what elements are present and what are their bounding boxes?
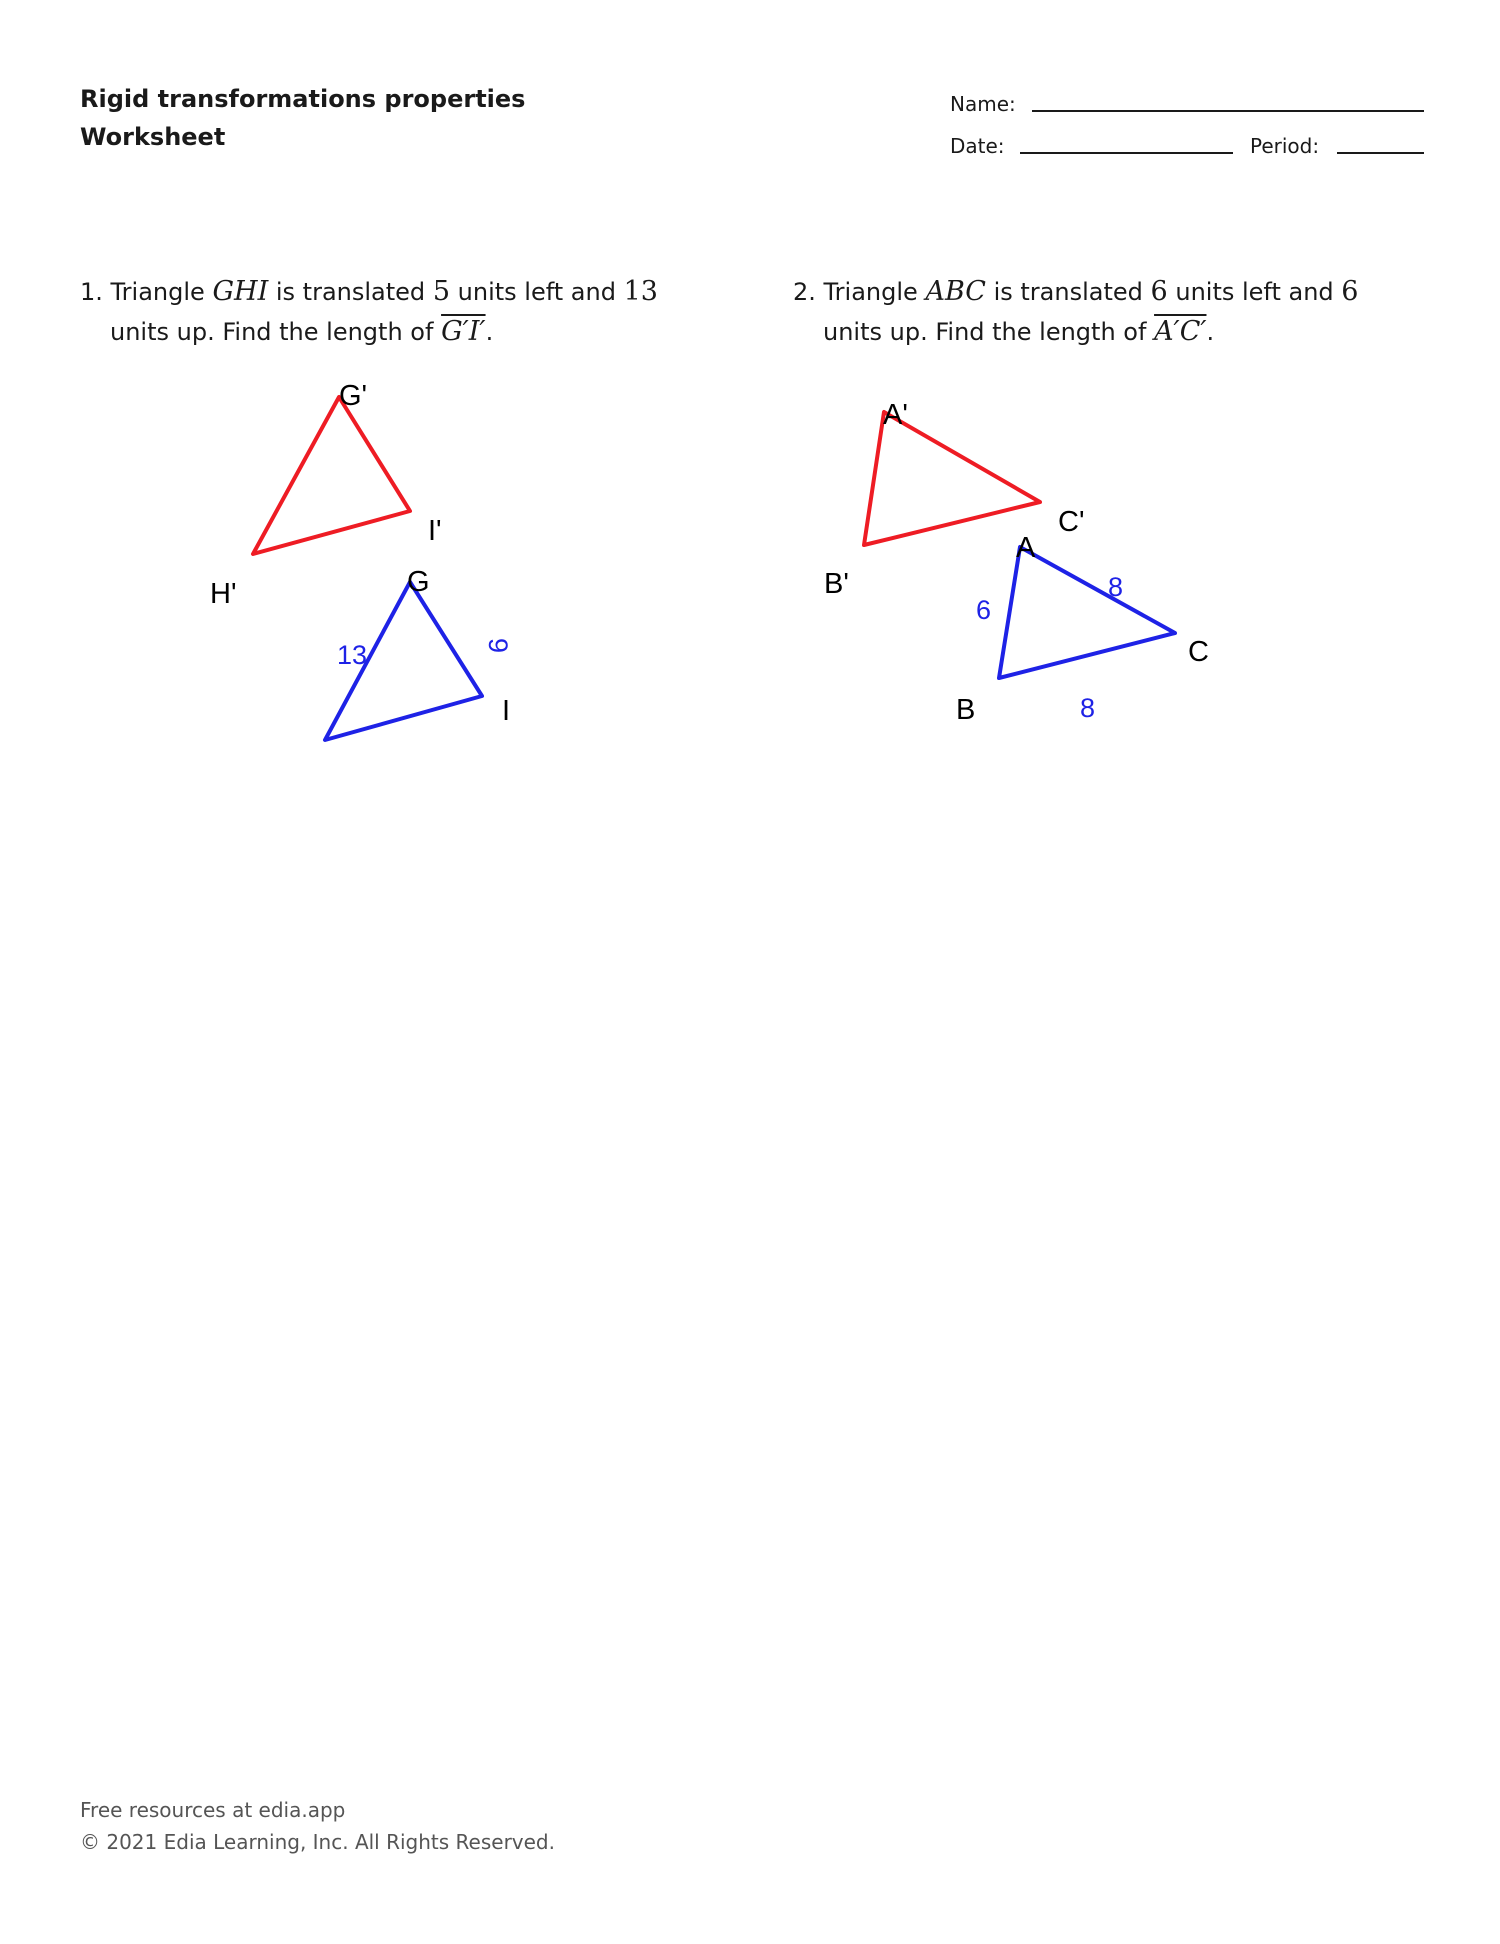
date-label: Date: [950,134,1005,158]
footer-copyright: © 2021 Edia Learning, Inc. All Rights Reserved. [80,1830,555,1854]
units-up-value: 13 [623,276,658,307]
question-text: Triangle [110,278,205,306]
question-number: 1. [80,278,103,306]
image-triangle [864,412,1040,545]
question-number: 2. [793,278,816,306]
question-text: Triangle [823,278,918,306]
question-2 [793,272,1433,352]
question-text: units up. Find the length of [823,318,1147,346]
question-text: units left and [457,278,616,306]
title-line-2: Worksheet [80,123,226,151]
period-label: Period: [1250,134,1320,158]
name-line[interactable] [1032,110,1424,112]
side-label-gh: 13 [337,640,368,670]
units-left-value: 5 [432,276,450,307]
figure-1 [150,370,600,770]
footer [80,1794,555,1858]
segment-name: A′C′ [1154,316,1207,347]
segment-name: G′I′ [441,316,486,347]
vertex-label-h-prime: H' [210,578,237,610]
units-up-value: 6 [1341,276,1359,307]
vertex-label-b-prime: B' [824,568,849,600]
question-text: units left and [1175,278,1334,306]
figure-2 [790,380,1250,760]
vertex-label-g: G [407,566,430,598]
name-label: Name: [950,92,1016,116]
vertex-label-c: C [1188,636,1209,668]
worksheet-title [80,80,525,156]
vertex-label-g-prime: G' [339,380,368,412]
question-text: is translated [993,278,1143,306]
title-line-1: Rigid transformations properties [80,85,526,113]
period-mark: . [485,318,494,346]
side-label-gi: 9 [483,638,513,654]
triangle-name: ABC [925,276,986,307]
units-left-value: 6 [1150,276,1168,307]
original-triangle [999,547,1175,678]
vertex-label-i-prime: I' [428,515,442,547]
side-label-ab: 6 [976,595,992,625]
question-1 [80,272,720,352]
vertex-label-a: A [1016,532,1036,564]
vertex-label-c-prime: C' [1058,506,1085,538]
footer-resources: Free resources at edia.app [80,1798,346,1822]
question-text: is translated [275,278,426,306]
period-mark: . [1206,318,1215,346]
period-line[interactable] [1337,152,1424,154]
side-label-ac: 8 [1108,572,1124,602]
triangle-name: GHI [212,276,269,307]
vertex-label-a-prime: A' [883,399,908,431]
image-triangle [253,397,410,554]
question-text: units up. Find the length of [110,318,434,346]
date-line[interactable] [1020,152,1233,154]
vertex-label-b: B [956,694,976,726]
vertex-label-i: I [502,695,511,727]
side-label-bc: 8 [1080,693,1096,723]
